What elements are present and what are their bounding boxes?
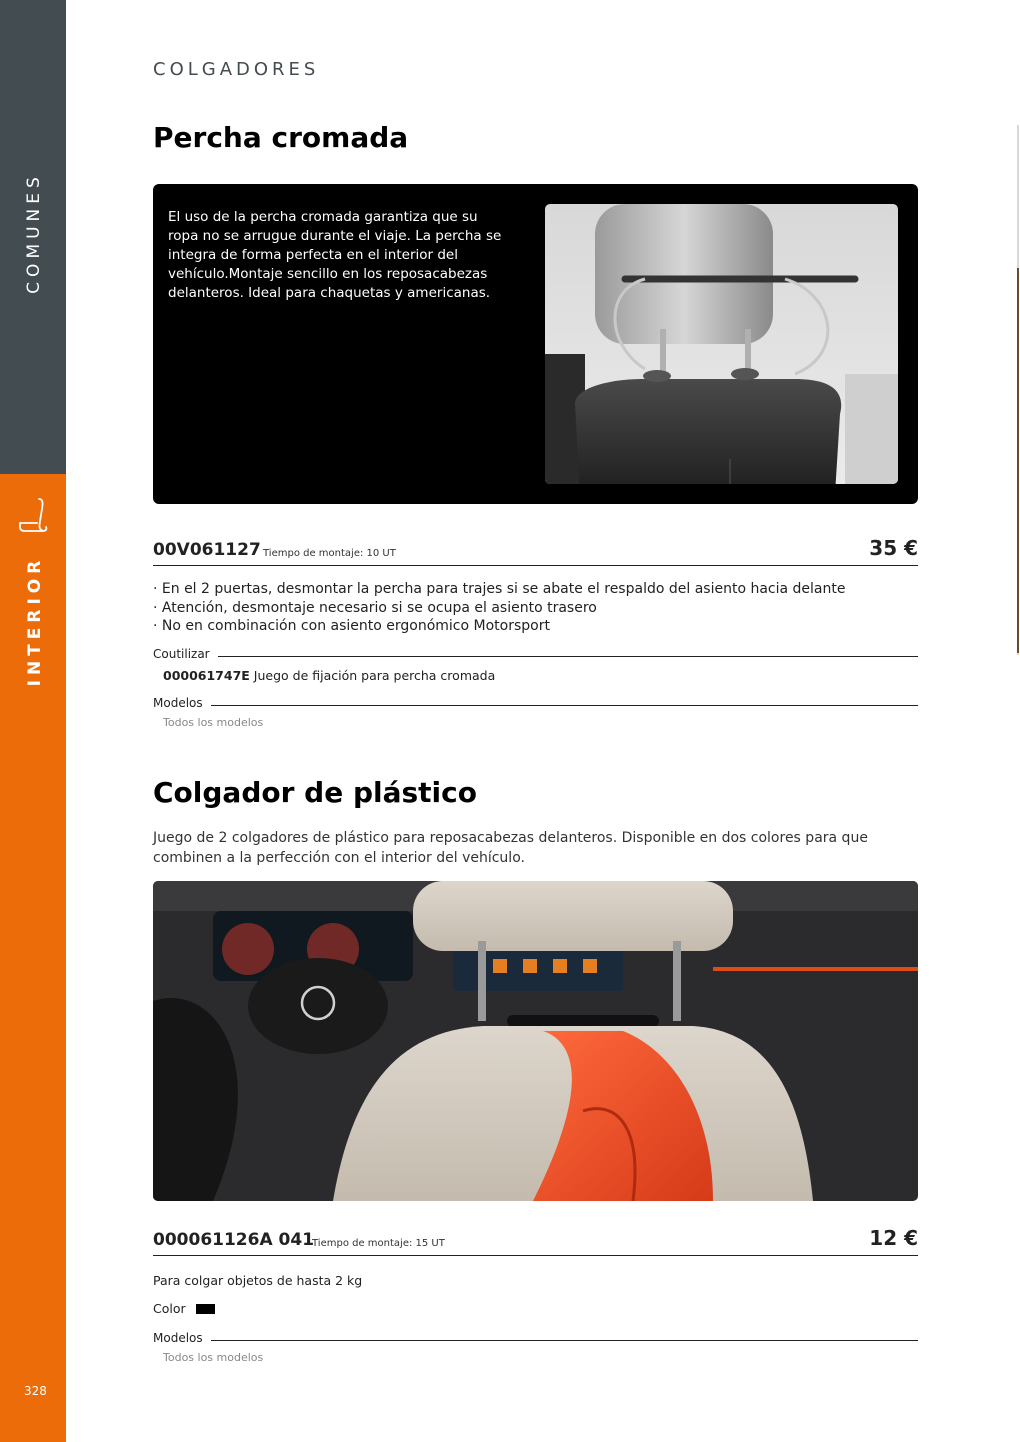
sidebar-comunes-label: COMUNES [24,172,44,294]
product1-notes [153,580,845,636]
product2-description: Juego de 2 colgadores de plástico para reposacabezas delanteros. Disponible en dos colores para que combinen a la perfección con el interior del vehículo. [153,830,868,866]
modelos-value: Todos los modelos [163,1351,264,1364]
list-item: · En el 2 puertas, desmontar la percha para trajes si se abate el respaldo del asiento hacia delante [153,581,846,597]
color-label: Color [153,1301,186,1316]
product2-photo [153,881,918,1201]
product1-description: El uso de la percha cromada garantiza que su ropa no se arrugue durante el viaje. La percha se integra de forma perfecta en el interior del vehículo.Montaje sencillo en los reposacabezas delanteros. Ideal para chaquetas y americanas. [168,209,502,301]
product2-price: 12 € [869,1226,918,1250]
product1-mounting-time: Tiempo de montaje: 10 UT [263,548,396,559]
product1-price: 35 € [869,536,918,560]
section-label: COLGADORES [153,59,320,80]
coutilizar-heading [153,647,918,661]
product1-photo [545,204,898,484]
divider [211,1340,918,1341]
modelos-heading [153,696,918,710]
product1-title: Percha cromada [153,121,409,154]
product2-load-info: Para colgar objetos de hasta 2 kg [153,1273,363,1288]
product1-code-row [153,536,918,566]
product2-code: 000061126A 041 [153,1230,315,1250]
coutilizar-item [163,668,495,683]
product2-mounting-time: Tiempo de montaje: 15 UT [312,1238,445,1249]
modelos-label: Modelos [153,696,203,710]
coutilizar-text: Juego de fijación para percha cromada [249,668,496,683]
list-item: · Atención, desmontaje necesario si se ocupa el asiento trasero [153,599,597,616]
color-swatch [196,1304,215,1314]
divider [211,705,918,706]
coutilizar-label: Coutilizar [153,647,210,661]
product2-title: Colgador de plástico [153,776,477,809]
list-item: · No en combinación con asiento ergonómico Motorsport [153,618,550,634]
modelos-value: Todos los modelos [163,716,264,729]
edge-image-sliver [1017,268,1019,653]
sidebar-interior-label: INTERIOR [25,555,45,687]
modelos-label: Modelos [153,1331,203,1345]
coutilizar-code: 000061747E [163,668,250,683]
product1-code: 00V061127 [153,540,261,560]
divider [218,656,918,657]
product2-color-row [153,1301,215,1316]
seat-icon [17,497,49,537]
page-number: 328 [24,1384,47,1398]
modelos-heading [153,1331,918,1345]
product2-code-row [153,1226,918,1256]
